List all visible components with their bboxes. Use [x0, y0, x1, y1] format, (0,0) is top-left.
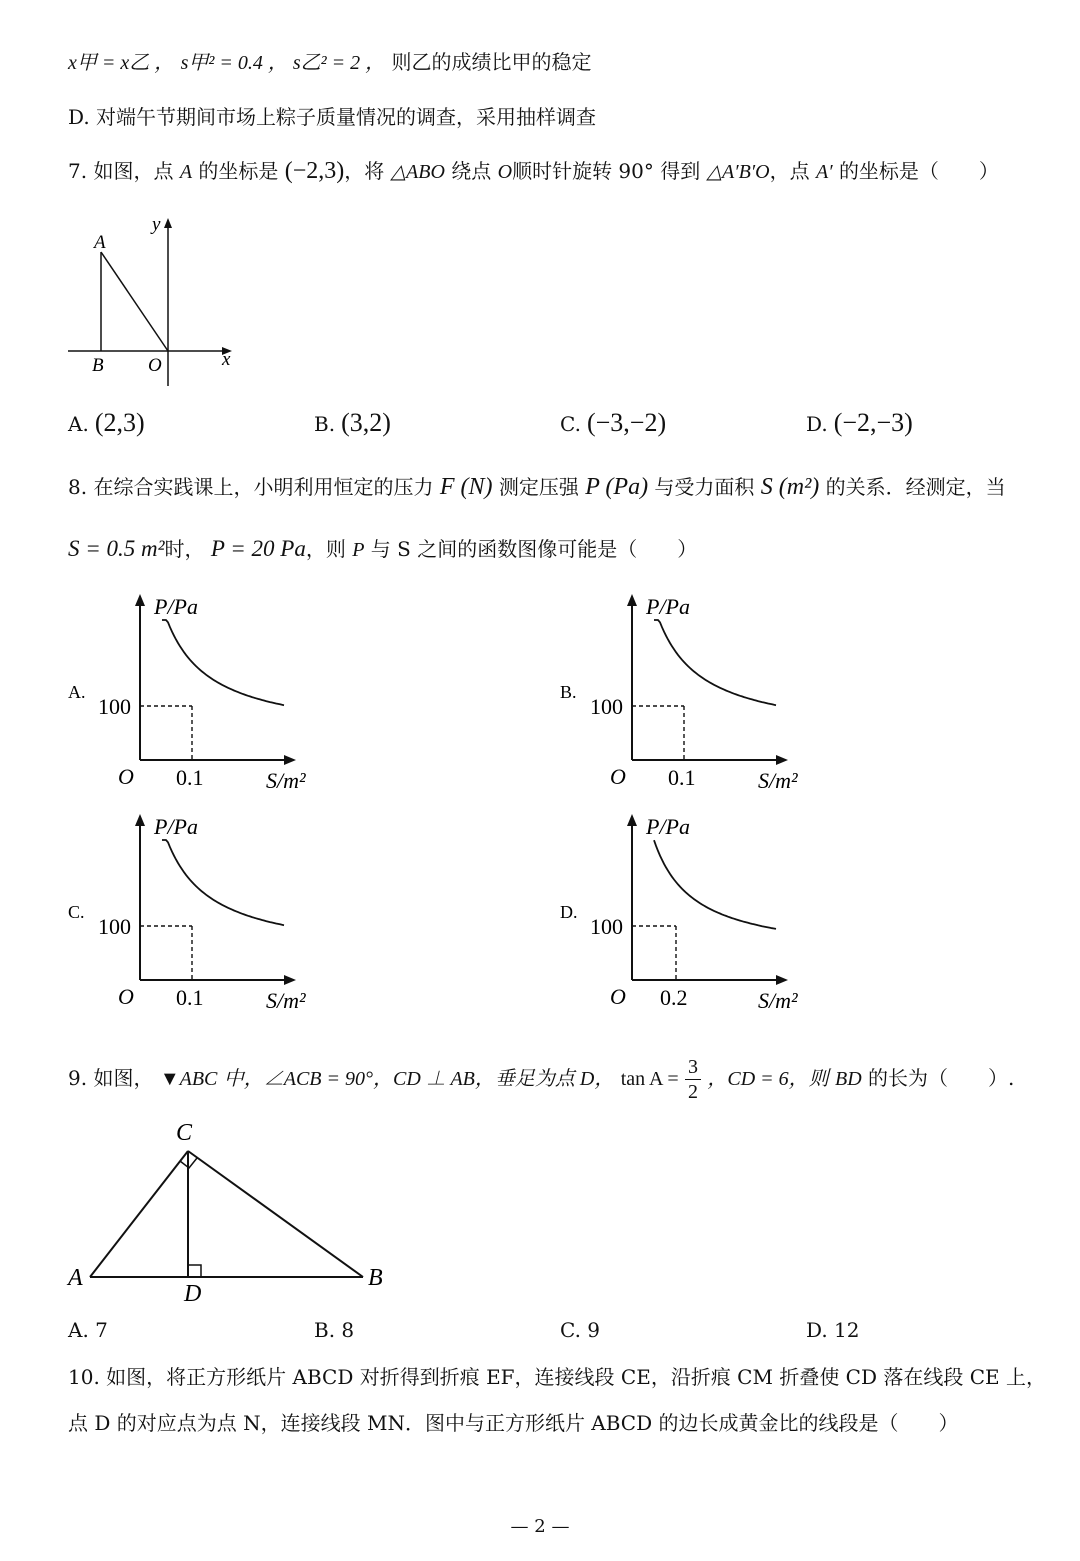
q7-option-d[interactable] [806, 408, 913, 438]
q7-point-o: O [497, 161, 513, 183]
q7-label-o: O [148, 355, 162, 376]
q7-option-d-label: D. [806, 412, 828, 436]
q7-point-a: A [179, 161, 193, 183]
q9-fraction [685, 1055, 701, 1104]
q7-stem-e: 顺时针旋转 90° 得到 [512, 159, 701, 183]
q6-formula-line [68, 47, 592, 78]
q7-stem-a: 7. 如图，点 [68, 159, 174, 183]
q8-p-value: P = 20 Pa [210, 536, 306, 561]
q9-label-a: A [68, 1265, 83, 1291]
q8-graph-c-origin: O [118, 984, 134, 1009]
q8-line1-b: 测定压强 [498, 475, 579, 499]
q9-option-c[interactable]: C. 9 [560, 1318, 601, 1342]
q6-formula-prefix: x甲 = x乙 ， [68, 52, 175, 74]
q7-option-a[interactable] [68, 408, 145, 438]
q8-line2-a: 时， [164, 537, 205, 561]
page-footer: — 2 — [510, 1516, 570, 1537]
q8-stem-line2 [68, 534, 697, 565]
q9-option-a[interactable]: A. 7 [68, 1318, 108, 1342]
q9-figure [60, 1115, 400, 1305]
q10-stem-line1: 10. 如图，将正方形纸片 ABCD 对折得到折痕 EF，连接线段 CE，沿折痕 CM 折叠使 CD 落在线段 CE 上， [68, 1365, 1046, 1389]
q7-option-b-value: (3,2) [341, 408, 391, 437]
q8-p-symbol: P [352, 539, 365, 561]
q8-stem-line1 [68, 472, 1006, 502]
q7-figure [60, 210, 260, 390]
q8-graph-a-origin: O [118, 764, 134, 789]
q8-graph-d-origin: O [610, 984, 626, 1009]
q8-graph-d-xlabel: S/m² [758, 988, 798, 1013]
q9-stem-b: 中，∠ACB = 90°，CD ⊥ AB，垂足为点 D， [223, 1068, 615, 1090]
q8-graph-b-xtick: 0.1 [668, 765, 696, 790]
q8-graph-d-xtick: 0.2 [660, 985, 688, 1010]
q8-graph-d-ylabel: P/Pa [646, 814, 690, 839]
q9-label-d: D [184, 1281, 202, 1307]
q7-option-c-label: C. [560, 412, 581, 436]
q7-option-a-value: (2,3) [94, 408, 145, 437]
q7-label-a: A [94, 232, 106, 253]
q8-line1-a: 8. 在综合实践课上，小明利用恒定的压力 [68, 475, 434, 499]
q6-conclusion: 则乙的成绩比甲的稳定 [391, 50, 592, 74]
q9-bd: BD [835, 1068, 862, 1090]
q8-graph-b-option-label: B. [560, 682, 577, 702]
q7-point-a-prime: A′ [815, 161, 833, 183]
q6-option-d: D. 对端午节期间市场上粽子质量情况的调查，采用抽样调查 [68, 105, 597, 129]
q8-area: S (m²) [760, 474, 820, 500]
q8-graph-b-ytick: 100 [590, 694, 623, 719]
q7-label-x: x [222, 349, 231, 370]
q7-option-c-value: (−3,−2) [586, 408, 667, 437]
q7-coord: (−2,3) [284, 158, 345, 184]
q7-option-a-label: A. [68, 412, 89, 436]
q8-graph-c-option-label: C. [68, 902, 85, 922]
q6-formula-var: s甲² = 0.4 ， s乙² = 2 ， [180, 52, 386, 74]
q7-option-c[interactable] [560, 408, 666, 438]
q8-graph-d-ytick: 100 [590, 914, 623, 939]
q7-option-d-value: (−2,−3) [833, 408, 913, 437]
q9-triangle: ▼ABC [159, 1068, 218, 1090]
q7-stem [68, 156, 999, 187]
q8-graph-b-xlabel: S/m² [758, 768, 798, 793]
q7-stem-d: 绕点 [451, 159, 492, 183]
q8-graph-d[interactable] [560, 810, 820, 1013]
q9-stem-d: 的长为（ ）. [868, 1066, 1015, 1090]
q9-denominator: 2 [688, 1081, 698, 1103]
q9-tan: tan A = [620, 1068, 679, 1090]
q9-numerator: 3 [685, 1055, 701, 1080]
q7-label-y: y [152, 214, 161, 235]
q8-force: F (N) [439, 474, 493, 500]
q7-stem-c: ，将 [344, 159, 385, 183]
q7-stem-g: 的坐标是（ ） [838, 159, 999, 183]
q10-stem-line2: 点 D 的对应点为点 N，连接线段 MN．图中与正方形纸片 ABCD 的边长成黄金比的线段是（ ） [68, 1411, 959, 1435]
q9-option-b[interactable]: B. 8 [314, 1318, 355, 1342]
q9-label-b: B [368, 1265, 383, 1291]
q8-graph-b-ylabel: P/Pa [646, 594, 690, 619]
q7-triangle-prime: △A′B′O [706, 161, 770, 183]
q7-option-b-label: B. [314, 412, 336, 436]
q8-pressure: P (Pa) [585, 474, 649, 500]
q8-graph-d-option-label: D. [560, 902, 578, 922]
q9-label-c: C [176, 1120, 193, 1146]
q8-graph-b[interactable] [560, 590, 820, 793]
q8-graph-a-ytick: 100 [98, 694, 131, 719]
q7-stem-f: ，点 [769, 159, 810, 183]
q8-graph-a-option-label: A. [68, 682, 86, 702]
q8-graph-a-xtick: 0.1 [176, 765, 204, 790]
q8-line2-c: 与 S 之间的函数图像可能是（ ） [370, 537, 698, 561]
q7-label-b: B [92, 355, 104, 376]
q9-stem [68, 1055, 1014, 1104]
q7-option-b[interactable] [314, 408, 391, 438]
q8-s-value: S = 0.5 m² [68, 536, 165, 561]
q8-graph-a[interactable] [68, 590, 328, 793]
q8-graph-c[interactable] [68, 810, 328, 1013]
q8-graph-b-origin: O [610, 764, 626, 789]
q8-graph-c-xlabel: S/m² [266, 988, 306, 1013]
q9-stem-a: 9. 如图， [68, 1066, 154, 1090]
q9-stem-c: ，CD = 6，则 [707, 1068, 829, 1090]
q7-triangle: △ABO [390, 161, 445, 183]
q8-graph-a-ylabel: P/Pa [154, 594, 198, 619]
q8-graph-c-xtick: 0.1 [176, 985, 204, 1010]
q8-line1-d: 的关系．经测定，当 [825, 475, 1006, 499]
q7-stem-b: 的坐标是 [198, 159, 279, 183]
q8-line1-c: 与受力面积 [654, 475, 755, 499]
q8-graph-c-ylabel: P/Pa [154, 814, 198, 839]
q8-graph-c-ytick: 100 [98, 914, 131, 939]
q8-graph-a-xlabel: S/m² [266, 768, 306, 793]
q8-line2-b: ，则 [305, 537, 346, 561]
q9-option-d[interactable]: D. 12 [806, 1318, 860, 1342]
